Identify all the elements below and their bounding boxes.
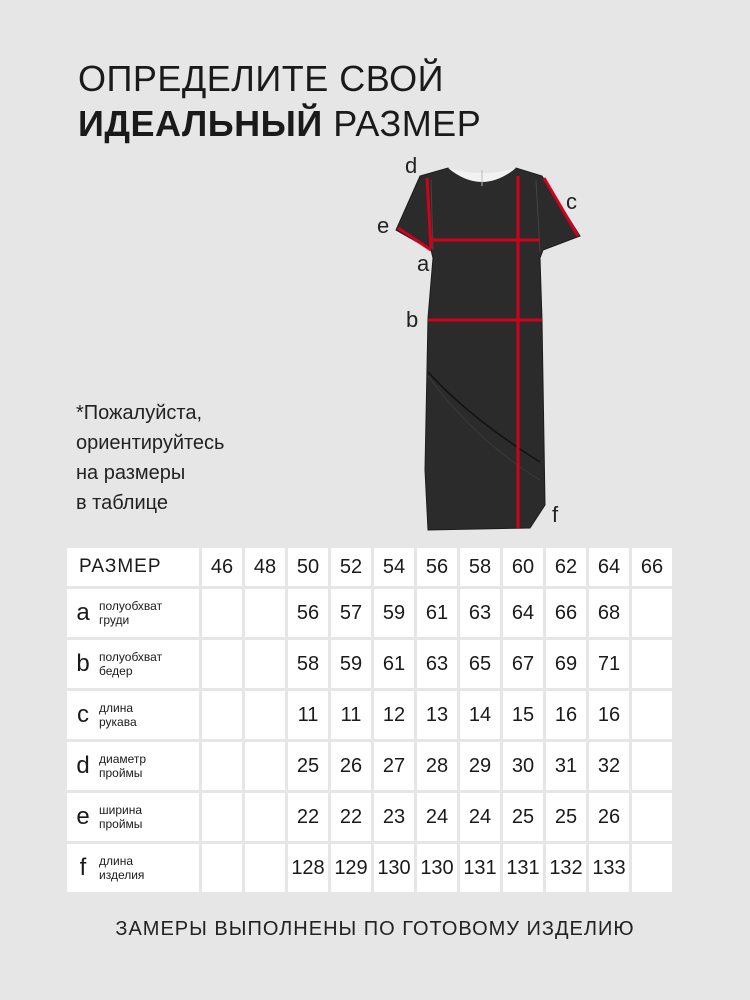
table-cell: 131 bbox=[460, 844, 500, 892]
table-cell: 24 bbox=[460, 793, 500, 841]
title-bold-word: ИДЕАЛЬНЫЙ bbox=[78, 103, 323, 144]
note-line: в таблице bbox=[76, 492, 168, 514]
table-cell: 25 bbox=[503, 793, 543, 841]
measurement-label-cell bbox=[67, 691, 199, 739]
size-header-cell: 54 bbox=[374, 548, 414, 586]
table-cell: 30 bbox=[503, 742, 543, 790]
table-cell: 63 bbox=[460, 589, 500, 637]
table-cell: 63 bbox=[417, 640, 457, 688]
table-cell bbox=[632, 742, 672, 790]
table-cell bbox=[632, 640, 672, 688]
measurement-label-cell bbox=[67, 589, 199, 637]
table-cell: 69 bbox=[546, 640, 586, 688]
measurement-letter: a bbox=[76, 599, 90, 626]
table-cell: 64 bbox=[503, 589, 543, 637]
table-cell: 66 bbox=[546, 589, 586, 637]
table-row bbox=[67, 742, 672, 790]
table-cell bbox=[632, 793, 672, 841]
measurement-letter: d bbox=[76, 752, 90, 779]
table-cell bbox=[202, 793, 242, 841]
note-line: *Пожалуйста, bbox=[76, 402, 203, 424]
table-cell: 25 bbox=[546, 793, 586, 841]
table-cell bbox=[245, 844, 285, 892]
label-d: d bbox=[405, 153, 418, 178]
note-line: ориентируйтесь bbox=[76, 432, 225, 454]
label-b: b bbox=[406, 307, 419, 332]
table-cell: 129 bbox=[331, 844, 371, 892]
measurement-description bbox=[99, 650, 162, 678]
measurement-label-cell bbox=[67, 742, 199, 790]
size-header-cell: 46 bbox=[202, 548, 242, 586]
table-cell: 68 bbox=[589, 589, 629, 637]
table-cell: 22 bbox=[288, 793, 328, 841]
table-cell: 65 bbox=[460, 640, 500, 688]
table-cell bbox=[245, 793, 285, 841]
label-f: f bbox=[552, 502, 559, 527]
table-cell: 132 bbox=[546, 844, 586, 892]
measurement-description bbox=[99, 854, 144, 882]
table-cell: 130 bbox=[417, 844, 457, 892]
table-cell bbox=[245, 640, 285, 688]
table-header-row bbox=[67, 548, 672, 586]
size-header-cell: 62 bbox=[546, 548, 586, 586]
footer-note: ЗАМЕРЫ ВЫПОЛНЕНЫ ПО ГОТОВОМУ ИЗДЕЛИЮ bbox=[115, 918, 635, 940]
table-cell: 16 bbox=[546, 691, 586, 739]
table-cell: 11 bbox=[288, 691, 328, 739]
table-cell bbox=[202, 691, 242, 739]
size-header-cell: 56 bbox=[417, 548, 457, 586]
size-table bbox=[64, 545, 675, 895]
size-header-cell: 58 bbox=[460, 548, 500, 586]
table-cell: 61 bbox=[417, 589, 457, 637]
measurement-letter: b bbox=[76, 650, 90, 677]
size-header-cell: 48 bbox=[245, 548, 285, 586]
table-cell: 29 bbox=[460, 742, 500, 790]
table-cell bbox=[202, 589, 242, 637]
size-header-cell: 64 bbox=[589, 548, 629, 586]
table-row bbox=[67, 844, 672, 892]
table-cell: 14 bbox=[460, 691, 500, 739]
measurement-label-cell bbox=[67, 640, 199, 688]
table-cell: 26 bbox=[589, 793, 629, 841]
table-cell: 26 bbox=[331, 742, 371, 790]
table-cell: 27 bbox=[374, 742, 414, 790]
measurement-description-line: полуобхват bbox=[99, 599, 163, 613]
table-cell: 11 bbox=[331, 691, 371, 739]
sizing-note bbox=[76, 398, 224, 518]
measurement-description-line: диаметр bbox=[99, 752, 147, 766]
table-cell bbox=[632, 691, 672, 739]
table-cell bbox=[202, 640, 242, 688]
title-line-1: ОПРЕДЕЛИТЕ СВОЙ bbox=[78, 58, 444, 99]
measurement-description bbox=[99, 701, 137, 729]
table-cell: 61 bbox=[374, 640, 414, 688]
size-header-label: РАЗМЕР bbox=[67, 548, 199, 586]
size-header-cell: 50 bbox=[288, 548, 328, 586]
table-cell: 31 bbox=[546, 742, 586, 790]
table-cell: 57 bbox=[331, 589, 371, 637]
table-cell: 24 bbox=[417, 793, 457, 841]
table-cell: 59 bbox=[331, 640, 371, 688]
table-cell: 15 bbox=[503, 691, 543, 739]
table-cell: 13 bbox=[417, 691, 457, 739]
measurement-description-line: длина bbox=[99, 854, 134, 868]
table-cell: 128 bbox=[288, 844, 328, 892]
table-row bbox=[67, 640, 672, 688]
table-cell: 22 bbox=[331, 793, 371, 841]
measurement-description-line: изделия bbox=[99, 868, 145, 882]
measurement-label-cell bbox=[67, 793, 199, 841]
table-cell: 32 bbox=[589, 742, 629, 790]
size-header-cell: 60 bbox=[503, 548, 543, 586]
table-row bbox=[67, 793, 672, 841]
table-cell: 23 bbox=[374, 793, 414, 841]
measurement-description-line: рукава bbox=[99, 715, 137, 729]
table-cell bbox=[245, 691, 285, 739]
measurement-description bbox=[99, 752, 146, 780]
measurement-description-line: ширина bbox=[99, 803, 143, 817]
table-cell: 131 bbox=[503, 844, 543, 892]
table-cell: 133 bbox=[589, 844, 629, 892]
table-cell: 28 bbox=[417, 742, 457, 790]
table-cell bbox=[632, 589, 672, 637]
measurement-description-line: полуобхват bbox=[99, 650, 163, 664]
measurement-description-line: бедер bbox=[99, 664, 133, 678]
measurement-letter: e bbox=[76, 803, 90, 830]
table-row bbox=[67, 589, 672, 637]
size-header-cell: 66 bbox=[632, 548, 672, 586]
table-cell: 59 bbox=[374, 589, 414, 637]
measurement-letter: f bbox=[79, 854, 87, 881]
table-cell: 25 bbox=[288, 742, 328, 790]
note-line: на размеры bbox=[76, 462, 186, 484]
table-cell: 16 bbox=[589, 691, 629, 739]
table-cell: 56 bbox=[288, 589, 328, 637]
measurement-description-line: проймы bbox=[99, 766, 143, 780]
table-row bbox=[67, 691, 672, 739]
table-cell bbox=[245, 589, 285, 637]
measurement-description bbox=[99, 803, 142, 831]
size-header-cell: 52 bbox=[331, 548, 371, 586]
measurement-letter: c bbox=[77, 701, 89, 728]
measurement-description-line: длина bbox=[99, 701, 134, 715]
measurement-description bbox=[99, 599, 162, 627]
label-a: a bbox=[417, 251, 430, 276]
table-cell bbox=[245, 742, 285, 790]
label-c: c bbox=[566, 189, 577, 214]
measurement-label-cell bbox=[67, 844, 199, 892]
table-cell: 12 bbox=[374, 691, 414, 739]
title-rest: РАЗМЕР bbox=[322, 103, 482, 144]
table-cell: 130 bbox=[374, 844, 414, 892]
measurement-description-line: груди bbox=[99, 613, 130, 627]
table-cell: 58 bbox=[288, 640, 328, 688]
label-e: e bbox=[377, 213, 390, 238]
measurement-description-line: проймы bbox=[99, 817, 143, 831]
table-cell bbox=[202, 742, 242, 790]
table-cell: 71 bbox=[589, 640, 629, 688]
table-cell: 67 bbox=[503, 640, 543, 688]
dress-silhouette bbox=[396, 168, 580, 530]
table-cell bbox=[632, 844, 672, 892]
table-cell bbox=[202, 844, 242, 892]
